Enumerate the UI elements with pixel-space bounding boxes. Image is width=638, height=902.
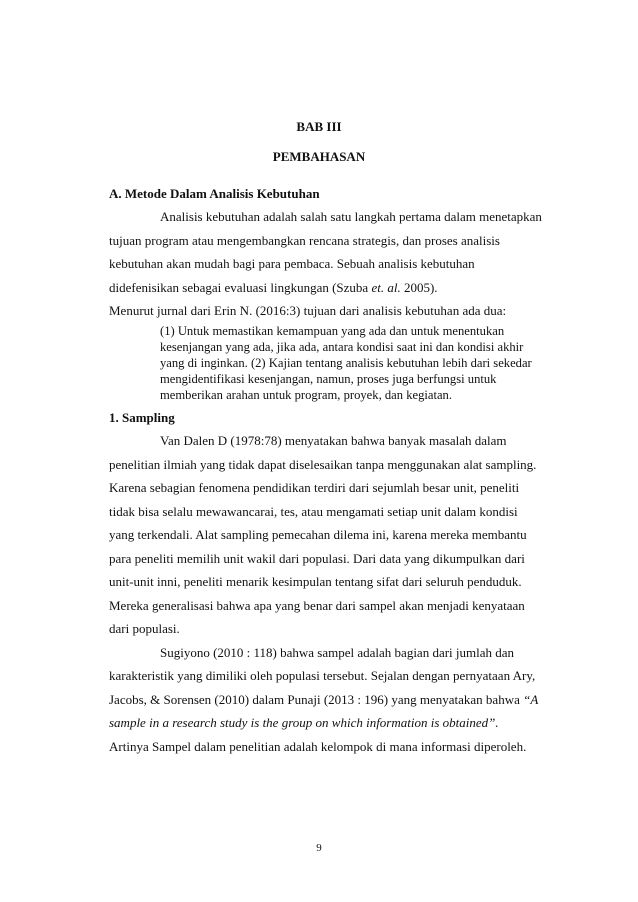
chapter-title: PEMBAHASAN — [272, 149, 366, 164]
text-line: Karena sebagian fenomena pendidikan terdiri dari sejumlah besar unit, peneliti — [109, 480, 520, 495]
text-line — [109, 711, 541, 735]
section-a-heading: A. Metode Dalam Analisis Kebutuhan — [109, 186, 320, 201]
section-a-paragraph-1 — [109, 205, 541, 299]
section-1-heading: 1. Sampling — [109, 410, 175, 425]
text-line: Artinya Sampel dalam penelitian adalah kelompok di mana informasi diperoleh. — [109, 738, 527, 754]
text-line: Sugiyono (2010 : 118) bahwa sampel adalah bagian dari jumlah dan — [160, 644, 515, 660]
quote-line: (1) Untuk memastikan kemampuan yang ada dan untuk menentukan — [160, 324, 505, 338]
quote-line: mengidentifikasi kesenjangan, namun, proses juga berfungsi untuk — [160, 372, 497, 386]
block-quote — [160, 323, 550, 403]
text-line: Mereka generalisasi bahwa apa yang benar dari sampel akan menjadi kenyataan — [109, 597, 525, 613]
text-segment: didefenisikan sebagai evaluasi lingkungan (Szuba — [109, 279, 372, 295]
italic-segment: “A — [523, 691, 539, 707]
section-a-paragraph-2 — [109, 299, 541, 323]
text-segment: 2005). — [400, 279, 438, 295]
quote-line: kesenjangan yang ada, jika ada, antara kondisi saat ini dan kondisi akhir — [160, 340, 524, 354]
text-line: Menurut jurnal dari Erin N. (2016:3) tujuan dari analisis kebutuhan ada dua: — [109, 303, 507, 318]
text-line: tujuan program atau mengembangkan rencana strategis, dan proses analisis — [109, 232, 500, 248]
italic-segment: sample in a research study is the group on which information is obtained”. — [109, 715, 499, 730]
chapter-label: BAB III — [296, 119, 342, 134]
text-line: unit-unit inni, peneliti menarik kesimpulan tentang sifat dari seluruh penduduk. — [109, 574, 522, 589]
section-1-paragraph-1 — [109, 429, 541, 758]
quote-line: memberikan arahan untuk program, proyek, dan kegiatan. — [160, 388, 452, 402]
text-line: Van Dalen D (1978:78) menyatakan bahwa banyak masalah dalam — [160, 433, 507, 448]
text-line: karakteristik yang dimiliki oleh populasi tersebut. Sejalan dengan pernyataan Ary, — [109, 668, 536, 683]
quote-line: yang di inginkan. (2) Kajian tentang analisis kebutuhan lebih dari sekedar — [160, 356, 532, 370]
italic-segment: et. al. — [371, 279, 401, 295]
text-segment: Jacobs, & Sorensen (2010) dalam Punaji (2013 : 196) yang menyatakan bahwa — [109, 691, 524, 707]
text-line: para peneliti memilih unit wakil dari populasi. Dari data yang dikumpulkan dari — [109, 550, 525, 566]
text-line — [109, 276, 541, 300]
text-line: dari populasi. — [109, 621, 180, 636]
text-line: yang terkendali. Alat sampling pemecahan dilema ini, karena mereka membantu — [109, 527, 527, 542]
text-line — [109, 688, 541, 712]
text-line: tidak bisa selalu mewawancarai, tes, atau mengamati setiap unit dalam kondisi — [109, 503, 518, 519]
text-line: penelitian ilmiah yang tidak dapat diselesaikan tanpa menggunakan alat sampling. — [109, 456, 537, 472]
text-line: kebutuhan akan mudah bagi para pembaca. Sebuah analisis kebutuhan — [109, 256, 475, 271]
text-line: Analisis kebutuhan adalah salah satu langkah pertama dalam menetapkan — [160, 209, 542, 224]
page-number: 9 — [316, 842, 322, 854]
